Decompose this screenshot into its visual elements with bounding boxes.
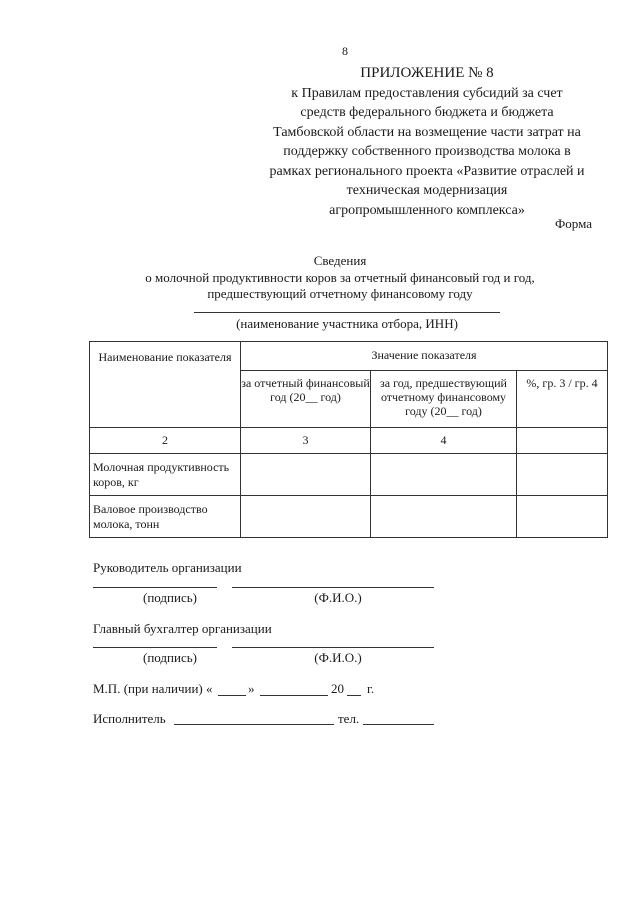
cell-gross-production-reporting[interactable] (241, 496, 371, 538)
appendix-line: к Правилам предоставления субсидий за счет (291, 85, 563, 101)
header-indicator-name: Наименование показателя (90, 342, 241, 428)
header-indicator-value: Значение показателя (241, 342, 608, 371)
row-label-gross-production: Валовое производство молока, тонн (90, 496, 241, 538)
head-name-caption: (Ф.И.О.) (314, 590, 362, 605)
head-name-line[interactable] (232, 587, 434, 588)
subheader-reporting-year: за отчетный финансовый год (20__ год) (241, 371, 371, 428)
cell-milk-yield-percent[interactable] (517, 454, 608, 496)
indicators-table (89, 341, 608, 538)
phone-input-line[interactable] (363, 724, 434, 725)
appendix-line: техническая модернизация (346, 183, 508, 198)
heading-title: Сведения (313, 253, 367, 268)
accountant-name-caption: (Ф.И.О.) (314, 650, 362, 665)
appendix-title: ПРИЛОЖЕНИЕ № 8 (360, 65, 494, 81)
accountant-signature-caption: (подпись) (143, 650, 197, 665)
document-heading (100, 253, 580, 303)
appendix-line: поддержку собственного производства молока в (283, 144, 571, 159)
page-number: 8 (342, 44, 348, 58)
appendix-line: Тамбовской области на возмещение части затрат на (273, 124, 581, 140)
appendix-line: агропромышленного комплекса» (329, 202, 525, 218)
table-row (90, 496, 608, 538)
head-signature-line[interactable] (93, 587, 217, 588)
year-suffix: г. (367, 681, 375, 696)
participant-caption: (наименование участника отбора, ИНН) (236, 316, 458, 331)
subheader-percent: %, гр. 3 / гр. 4 (517, 371, 608, 428)
appendix-line: средств федерального бюджета и бюджета (300, 105, 554, 120)
head-signature-label: Руководитель организации (93, 560, 242, 575)
cell-gross-production-percent[interactable] (517, 496, 608, 538)
stamp-prefix: М.П. (при наличии) « (93, 681, 213, 696)
column-number: 4 (371, 428, 517, 454)
head-signature-caption: (подпись) (143, 590, 197, 605)
accountant-name-line[interactable] (232, 647, 434, 648)
column-number (517, 428, 608, 454)
appendix-line: рамках регионального проекта «Развитие отраслей и (269, 163, 585, 179)
table-row (90, 454, 608, 496)
subheader-previous-year: за год, предшествующий отчетному финансовому году (20__ год) (371, 371, 517, 428)
row-label-milk-yield: Молочная продуктивность коров, кг (90, 454, 241, 496)
column-number: 2 (90, 428, 241, 454)
day-input-line[interactable] (218, 695, 246, 696)
stamp-close-quote: » (248, 681, 255, 696)
phone-label: тел. (338, 711, 360, 726)
cell-gross-production-previous[interactable] (371, 496, 517, 538)
accountant-signature-label: Главный бухгалтер организации (93, 621, 272, 636)
participant-input-line[interactable] (194, 312, 500, 313)
form-label: Форма (555, 216, 592, 231)
cell-milk-yield-reporting[interactable] (241, 454, 371, 496)
year-input-line[interactable] (347, 695, 361, 696)
executor-label: Исполнитель (93, 711, 166, 726)
year-prefix: 20 (331, 681, 344, 696)
month-input-line[interactable] (260, 695, 328, 696)
cell-milk-yield-previous[interactable] (371, 454, 517, 496)
heading-line: предшествующий отчетному финансовому году (207, 286, 473, 301)
column-number: 3 (241, 428, 371, 454)
heading-line: о молочной продуктивности коров за отчетный финансовый год и год, (145, 269, 535, 285)
appendix-header (232, 64, 622, 220)
accountant-signature-line[interactable] (93, 647, 217, 648)
executor-input-line[interactable] (174, 724, 334, 725)
